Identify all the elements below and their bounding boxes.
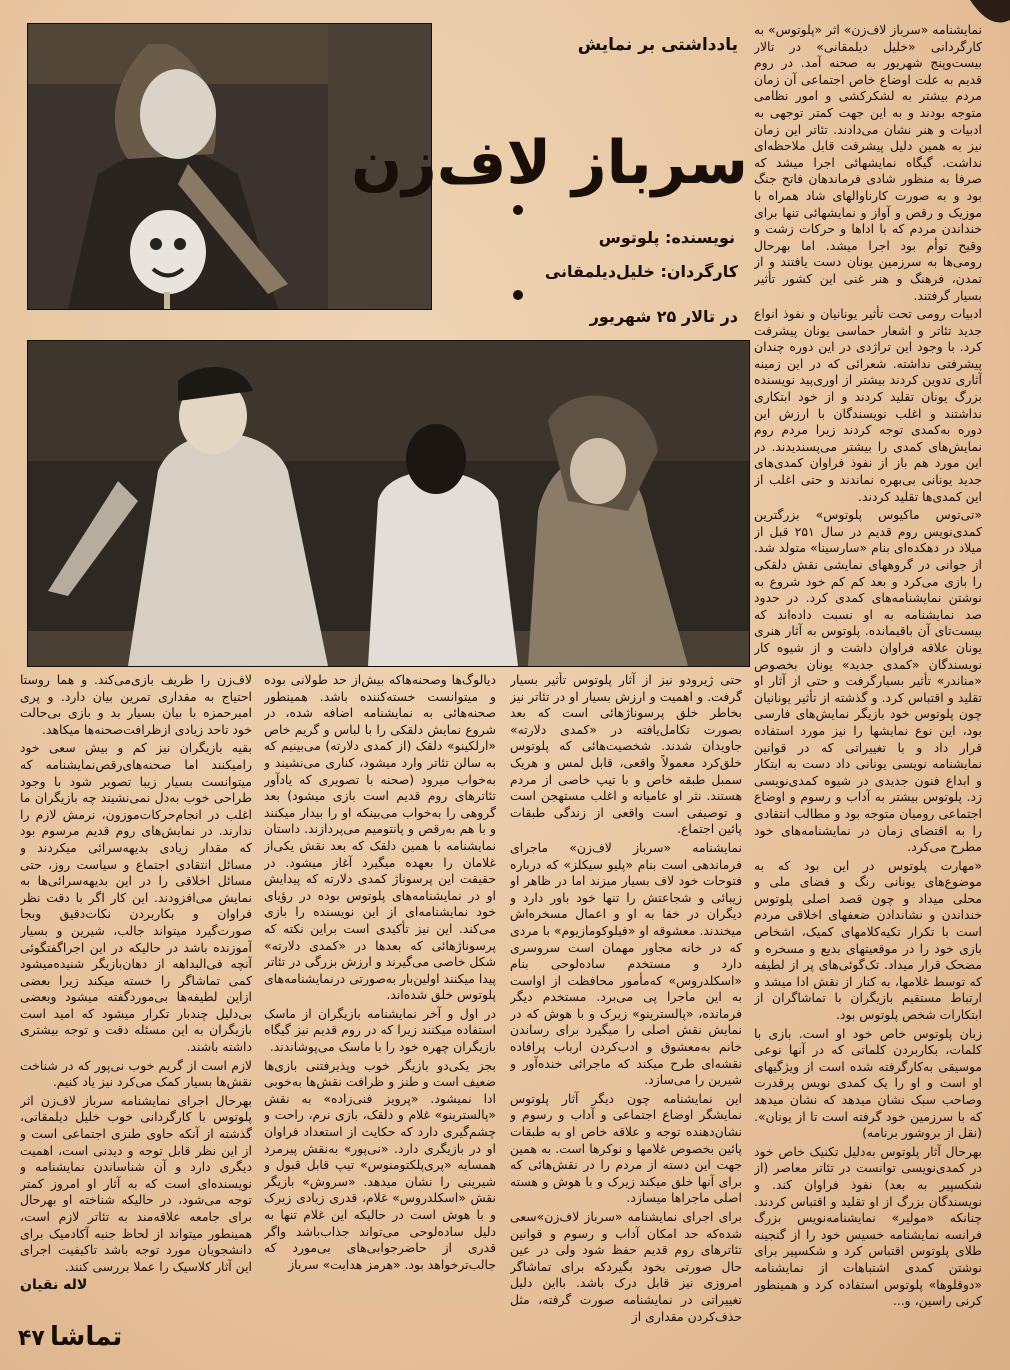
paragraph: بهرحال اجرای نمایشنامه سرباز لاف‌زن اثر پلوتوس با کارگردانی خوب خلیل دیلمقانی، گذشته از آنکه حاوی طنزی اجتماعی است و از این نظر قابل توجه و دیدنی است، اهمیت دیگری دارد و آن شناساندن نمایشنامه و نویسنده‌ای است که به آثار او امروز کمتر توجه می‌شود، در حالیکه شناخته او بهرحال برای جامعه علاقه‌مند به تئاتر لازم است، همینطور میتواند از لحاظ جنبه آکادمیک برای دانشجویان مورد توجه باشد تاکیفیت اجرای این آثار کلاسیک را عملا بررسی کنند. [20, 1092, 252, 1274]
paragraph: این نمایشنامه چون دیگر آثار پلوتوس نمایشگر اوضاع اجتماعی و آداب و رسوم و نشان‌دهنده توجه و علاقه خاص او به طبقات پائین بخصوص غلامها و نوکرها است. به همین جهت این دسته از مردم را در نقش‌هائی که برای آنها خلق میکند زیرک و با هوش و هسته اصلی ماجراها میسازد. [510, 1090, 742, 1206]
corner-ornament-icon [960, 0, 1010, 40]
paragraph: حتی ژیرودو نیز از آثار پلوتوس تأثیر بسیار گرفت. و اهمیت و ارزش بسیار او در تئاتر نیز بخاطر خلق پرسوناژهائی است که بعد بصورت تکامل‌یافته در «کمدی دلارته» جاویدان شدند. شخصیت‌هائی که پلوتوس خلق‌کرد معمولاً واقعی، قابل لمس و هریک سمبل طبقه خاص و با تیپ خاصی از مردم هستند. نثر او عامیانه و اغلب مستهجن است و توصیفی است واقعی از زندگی طبقات پائین اجتماع. [510, 672, 742, 837]
author-signature: لاله نقیان [20, 1277, 88, 1294]
paragraph: لاف‌زن را ظریف بازی‌می‌کند. و هما روستا احتیاج به مقداری تمرین بیان دارد. و پری امیرحمزه با بیان بسیار بد و بازی بی‌حالت خود تاحد زیادی ازظرافت‌صحنه‌ها میکاهد. [20, 672, 252, 737]
article-title: سرباز لاف‌زن [351, 128, 748, 198]
article-column-middle-right [510, 672, 742, 1352]
separator-dot [513, 290, 523, 300]
venue-credit: در تالار ۲۵ شهریور [589, 307, 738, 326]
paragraph: در اول و آخر نمایشنامه بازیگران از ماسک استفاده میکنند زیرا که در روم قدیم نیز گیگاه بازیگران چهره خود را با ماسک می‌پوشاندند. [264, 1005, 496, 1055]
article-kicker: یادداشتی بر نمایش [577, 35, 738, 55]
magazine-logo: تماشا [50, 1322, 123, 1352]
paragraph: نمایشنامه «سرباز لاف‌زن» اثر «پلوتوس» به کارگردانی «خلیل دیلمقانی» در تالار بیست‌وپنج شهریور به صحنه آمد. در روم قدیم به علت اوضاع خاص اجتماعی آن زمان مردم بیشتر به لشکرکشی و امور نظامی متوجه بودند و به این جهت کمتر توجهی به ادبیات و هنر نشان می‌دادند. تئاتر این زمان نیز به همین دلیل پیشرفت قابل ملاحظه‌ای نداشت. گیگاه نمایشهائی اجرا میشد که صرفا به منظور شادی فرماندهان فاتح جنگ بود و به صورت کارناوالهای شاد همراه با موزیک و رقص و آواز و نمایشهائی تنها برای خنداندن مردم که با اداها و حرکات زشت و وقیح توأم بود اجرا میشد. اما بهرحال رومی‌ها به سرزمین یونان دست یافتند و از تمدن، فرهنگ و هنر غنی این کشور تأثیر بسیار گرفتند. [754, 22, 982, 303]
paragraph: نمایشنامه «سرباز لاف‌زن» ماجرای فرماندهی است بنام «پلیو سیکلز» که درباره فتوحات خود لاف بسیار میزند اما در ظاهر او زیبائی و شجاعتش را تنها خود باور دارد و دیگران در خفا به او و اعمال مسخره‌اش میخندند. معشوقه او «فیلوکومازیوم» با مردی که در خانه مجاور مهمان است سروسری دارد و مستخدم ساده‌لوحی بنام «اسکلدروس» که‌مأمور محافظت از اواست به این ماجرا پی می‌برد. مستخدم دیگر فرمانده، «پالسترینو» زیرک و با هوش که در نمایش نقش اصلی را میگیرد برای رساندن خانم به‌معشوق و ادب‌کردن ارباب پرافاده نقشه‌ای طرح میکند که ماجرائی خنده‌آور و شیرین را می‌سازد. [510, 839, 742, 1088]
photo-stage-scene [27, 340, 750, 667]
paragraph: بقیه بازیگران نیز کم و بیش سعی خود رامیکنند اما صحنه‌های‌رقص‌نمایشنامه که میتوانست بسیار زیبا تصویر شود با وجود طراحی خوب به‌دل نمی‌نشیند چه بازیگران ما اغلب در انجام‌حرکات‌موزون، نرمش لازم را ندارند. در نمایش‌های روم قدیم مرسوم بود که مقدار زیادی بدیهه‌سرائی میکردند و مسائل انتقادی اجتماع و سیاست روز، حتی مسائل اخلاقی را در این بدیهه‌سرائی‌ها به نمایش می‌افزودند. این کار اگر با دقت نظر فراوان و بکاربردن نکات‌دقیق وبجا صورت‌گیرد میتواند جالب، شیرین و بسیار آموزنده باشد در حالیکه در این اجراگفتگوئی آنچه فی‌البداهه از دهان‌بازیگر شنیده‌میشود کمی تماشاگر را خسته میکند زیرا بعضی ازاین لطیفه‌ها بی‌موردگفته میشود وبعضی بی‌دلیل چندبار تکرار میشود که امید است بازیگران به این مسئله دقت و توجه بیشتری داشته باشند. [20, 740, 252, 1055]
article-column-right [754, 22, 982, 1322]
paragraph: ادبیات رومی تحت تأثیر یونانیان و نفوذ انواع جدید تئاتر و اشعار حماسی یونان پیشرفت کرد. با وجود این تراژدی در این دوره چندان پیشرفتی نداشته. شعرائی که در این زمینه آثاری تدوین کردند بیشتر از اوری‌پید نویسنده بزرگ یونان تقلید کردند و از خود ابتکاری نداشتند و اغلب نویسندگان با ارزش این دوره به‌کمدی توجه کردند زیرا مردم روم نمایش‌های کمدی را بیشتر می‌پسندیدند. در این مورد هم باز از نفوذ فراوان کمدی‌های جدید یونانی بی‌بهره نماندند و حتی اغلب از این کمدی‌ها تقلید کردند. [754, 306, 982, 504]
separator-dot [513, 205, 523, 215]
article-column-left [20, 672, 252, 1312]
paragraph: برای اجرای نمایشنامه «سرباز لاف‌زن»سعی شده‌که حد امکان آداب و رسوم و قوانین تئاترهای روم قدیم حفظ شود ولی در عین حال صورتی بخود بگیرد‌که برای تماشاگر امروزی نیز قابل درک باشد. بااین دلیل تغییراتی در نمایشنامه صورت گرفته، مثل حذف‌کردن مقداری از [510, 1209, 742, 1324]
page-number: ۴۷ [18, 1326, 45, 1351]
paragraph: بجز یکی‌دو بازیگر خوب وپذیرفتنی بازی‌ها ضعیف است و طنز و ظرافت نقش‌ها به‌خوبی ادا نمیشود. «پرویز فنی‌زاده» به نقش «پالسترینو» غلام و دلقک، بازی نرم، راحت و چشم‌گیری دارد که حکایت از استعداد فراوان او در بازیگری دارد. «نی‌پور» به‌نقش پیرمرد همسایه «پری‌پلکتومنوس» تیپ قابل قبول و شیرینی را نشان میدهد. «سروش» بازیگر نقش «اسکلدروس» غلام، قدری زیادی زیرک و با هوش است در حالیکه این غلام تنها به دلیل ساده‌لوحی می‌تواند جذاب‌باشد واگر قدری از حاضرجوابی‌های بی‌مورد که جالب‌ترخواهد بود. «هرمز هدایت» سرباز [264, 1057, 496, 1272]
director-credit: کارگردان: خلیل‌دیلمقانی [544, 262, 738, 281]
paragraph: «تی‌توس ماکیوس پلوتوس» بزرگترین کمدی‌نویس روم قدیم در سال ۲۵۱ قبل از میلاد در دهکده‌ای بنام «سارسینا» متولد شد. از جوانی در گروههای نمایشی نقش دلقکی را بازی می‌کرد و بعد کم کم خود شروع به نوشتن نمایشنامه‌های کمدی کرد. در حدود صد نمایشنامه به او نسبت داده‌اند که بیست‌تای آن باقیمانده. پلوتوس به آثار هنری یونان علاقه فراوان داشت و از شیوه کار نویسندگان «کمدی جدید» یونان بخصوص «مناندر» تأثیر بسیارگرفت و حتی از آثار او تقلید و اقتباس کرد. و گذشته از تأثیر یونانیان چون پلوتوس خود بازیگر نمایش‌های فارسی بود، این نوع نمایشها را نیز مورد استفاده قرار داد و با تغییراتی که در قوانین نمایشنامه نویسی یونانی داد دست به ابتکار و ابداع فنون جدیدی در شیوه کمدی‌نویسی زد. پلوتوس بیشتر به آداب و رسوم و اوضاع اجتماعی رومیان متوجه بود و مطالب انتقادی را به اقتضای زمان در نمایشنامه‌های خود مطرح می‌کرد. [754, 507, 982, 855]
article-column-middle-left [264, 672, 496, 1352]
paragraph: لازم است از گریم خوب نی‌پور که در شناخت نقش‌ها بسیار کمک می‌کرد نیز یاد کنیم. [20, 1057, 252, 1090]
paragraph: بهرحال آثار پلوتوس به‌دلیل تکنیک خاص خود در کمدی‌نویسی توانست در تئاتر معاصر (از شکسپیر به بعد) نفوذ فراوان کند. و نویسندگان بزرگ از او تقلید و اقتباس کردند. چنانکه «مولیر» نمایشنامه‌نویس بزرگ فرانسه نمایشنامه خسیس خود را از گنجینه طلای پلوتوس اقتباس کرد و شکسپیر برای نوشتن کمدی اشتباهات از نمایشنامه «دوقلوها» پلوتوس استفاده کرد و همینطور کرنی راسین، و... [754, 1143, 982, 1309]
paragraph: زبان پلوتوس خاص خود او است. بازی با کلمات، بکاربردن کلماتی که در آنها نوعی موسیقی به‌کارگرفته شده است از ویژگیهای او است و او را یک کمدی نویس پرقدرت وصاحب سبک نشان میدهد که نشان میدهد که با سرزمین خود گرفته است تا از یونان». (نقل از بروشور برنامه) [754, 1025, 982, 1141]
paragraph: دیالوگ‌ها وصحنه‌هاکه بیش‌از حد طولانی بوده و میتوانست خسته‌کننده باشد. همینطور صحنه‌هائی به نمایشنامه اضافه شده، در شروع نمایش دلقکی را با لباس و گریم خاص «ارلکینو» دلقک (از کمدی دلارته) می‌بینیم که به سالن تئاتر وارد میشود، کناری می‌نشیند و به‌خواب میرود (صحنه با تصویری که یادآور تئاترهای روم قدیم است بازی میشود) بعد گروهی را به‌خواب می‌بینکه او را بیدار میکنند و با هم به‌رقص و پانتومیم می‌پردازند. داستان نمایشنامه با همین دلقک که بعد نقش یکی‌از غلامان را بعهده میگیرد آغاز میشود. در حقیقت این پرسوناژ کمدی دلارته که پیدایش او در نمایشنامه‌های پلوتوس بوده در رؤیای خود نمایشنامه‌ای از این نویسنده را بازی می‌کند. این نیز تأکیدی است براین نکته که پرسوناژهائی که بعدها در «کمدی دلارته» شکل خاصی می‌گیرند و ارزش بزرگی در تئاتر پیدا میکنند اولین‌بار به‌صورتی درنمایشنامه‌های پلوتوس خلق شده‌اند. [264, 672, 496, 1003]
paragraph: «مهارت پلوتوس در این بود که به موضوع‌های یونانی رنگ و فضای ملی و محلی میداد و چون قصد اصلی پلوتوس خنداندن و نشاندادن ضعفهای اخلاقی مردم است با تکرار تکیه‌کلامهای کمیک، اشخاص بازی خود را در موقعیتهای بدیع و مسخره و مضحک قرار میداد. تک‌گوئی‌های پر از لطیفه که توسط غلامها، به کنار از نقش ادا میشد و ارتباط مستقیم بازیگران با تماشاگران از ابتکارات شخص پلوتوس بود. [754, 857, 982, 1023]
author-credit: نویسنده: پلوتوس [598, 228, 735, 247]
